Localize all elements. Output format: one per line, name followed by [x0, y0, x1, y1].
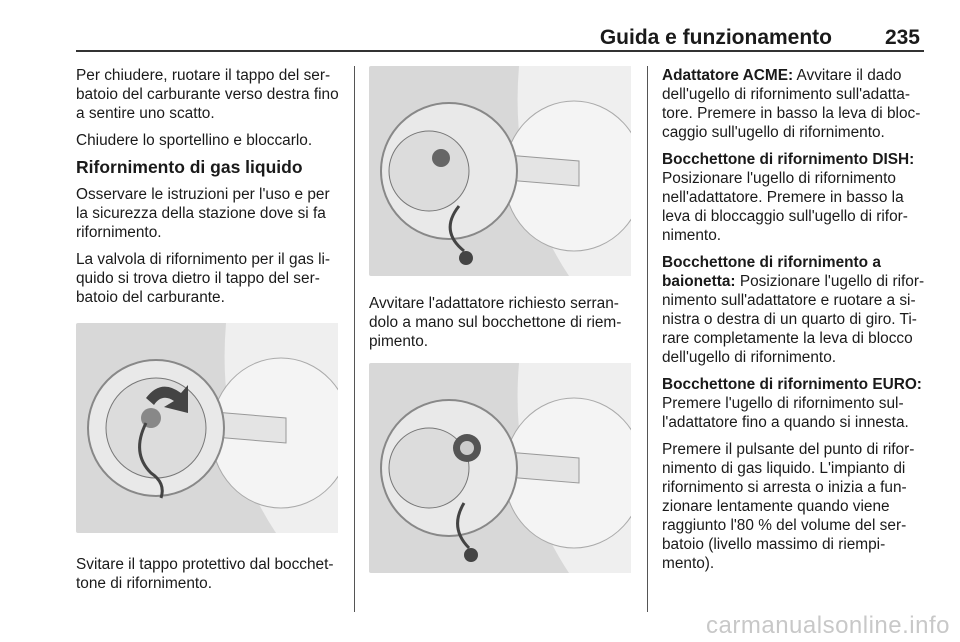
- label-acme: Adattatore ACME:: [662, 67, 794, 84]
- text-bayonet: Posizionare l'ugello di rifor-nimento sull'adattatore e ruotare a si-nistra o destra di un quarto di giro. Ti-rare completamente la leva di blocco dell'ugello di rifornimento.: [662, 273, 925, 366]
- column-2: [369, 66, 632, 573]
- paragraph-bayonet: [662, 253, 926, 367]
- page-header: [76, 26, 924, 50]
- header-rule: [76, 50, 924, 52]
- column-divider: [354, 66, 355, 612]
- paragraph: Premere il pulsante del punto di rifor-nimento di gas liquido. L'impianto di rifornimento si arresta o inizia a fun-zionare lentamente quando viene raggiunto l'80 % del volume del ser-batoio (livello massimo di riempi-mento).: [662, 441, 915, 572]
- text-euro: Premere l'ugello di rifornimento sul-l'adattatore fino a quando si innesta.: [662, 395, 909, 431]
- paragraph: Osservare le istruzioni per l'uso e per la sicurezza della stazione dove si fa rifornimento.: [76, 186, 330, 241]
- label-euro: Bocchettone di rifornimento EURO:: [662, 376, 922, 393]
- page-number: 235: [884, 26, 920, 49]
- text-acme: Avvitare il dado dell'ugello di rifornimento sull'adatta-tore. Premere in basso la leva di bloc-caggio sull'ugello di rifornimento.: [662, 67, 921, 141]
- paragraph-dish: [662, 150, 926, 245]
- paragraph: Per chiudere, ruotare il tappo del ser-batoio del carburante verso destra fino a sentire uno scatto.: [76, 67, 339, 122]
- column-divider: [647, 66, 648, 612]
- paragraph-acme: [662, 66, 926, 142]
- figure-open-cap: [369, 66, 631, 276]
- text-dish: Posizionare l'ugello di rifornimento nell'adattatore. Premere in basso la leva di bloccaggio sull'ugello di rifor-nimento.: [662, 170, 908, 244]
- figure-unscrew-cap: [76, 323, 338, 533]
- paragraph: Avvitare l'adattatore richiesto serran-dolo a mano sul bocchettone di riem-pimento.: [369, 295, 622, 350]
- label-dish: Bocchettone di rifornimento DISH:: [662, 151, 915, 168]
- paragraph-euro: [662, 375, 926, 432]
- section-heading: Rifornimento di gas liquido: [76, 157, 303, 177]
- paragraph: La valvola di rifornimento per il gas li-quido si trova dietro il tappo del ser-batoio del carburante.: [76, 251, 331, 306]
- figure-caption: Svitare il tappo protettivo dal bocchet-tone di rifornimento.: [76, 556, 334, 592]
- column-1: [76, 66, 340, 601]
- paragraph: Chiudere lo sportellino e bloccarlo.: [76, 132, 313, 149]
- watermark: carmanualsonline.info: [706, 612, 950, 639]
- figure-adapter-fitted: [369, 363, 631, 573]
- label-bayonet: Bocchettone di rifornimento a baionetta:: [662, 254, 881, 290]
- section-title: Guida e funzionamento: [599, 26, 832, 49]
- column-3: [662, 66, 926, 581]
